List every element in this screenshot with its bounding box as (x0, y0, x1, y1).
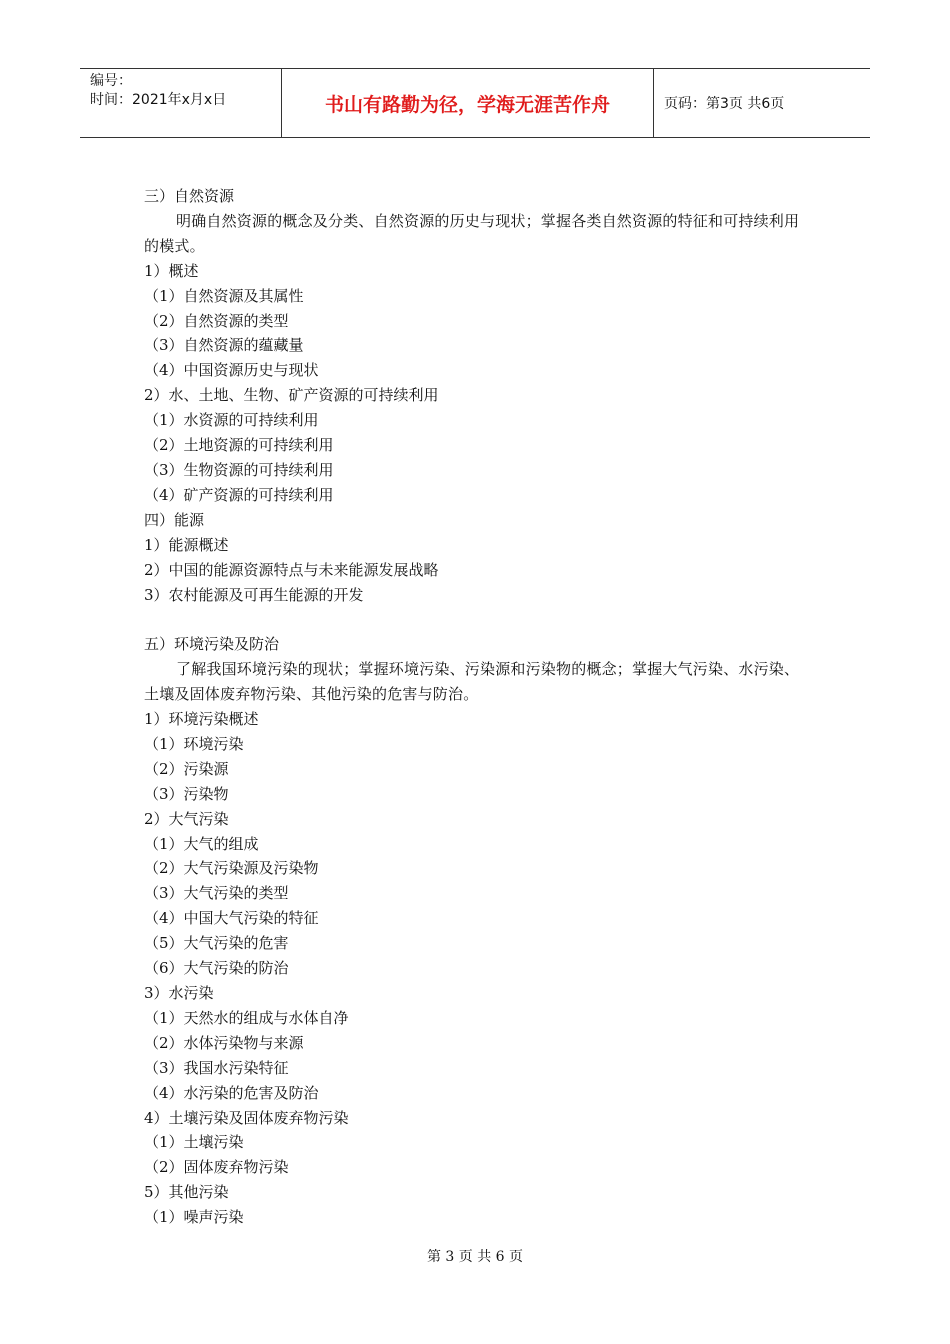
outline-item: 2）大气污染 (144, 809, 229, 828)
outline-item: （4）水污染的危害及防治 (144, 1083, 319, 1102)
outline-item: （3）污染物 (144, 784, 229, 803)
time-label: 时间：2021年x月x日 (90, 92, 227, 108)
blank-line (144, 607, 814, 632)
outline-item: （3）大气污染的类型 (144, 884, 289, 903)
outline-item: 5）其他污染 (144, 1183, 229, 1202)
outline-item: （4）矿产资源的可持续利用 (144, 485, 334, 504)
outline-item: （3）我国水污染特征 (144, 1058, 289, 1077)
outline-item: 4）土壤污染及固体废弃物污染 (144, 1108, 349, 1127)
document-body (144, 184, 814, 1230)
outline-item: （4）中国大气污染的特征 (144, 909, 319, 928)
outline-item: 2）中国的能源资源特点与未来能源发展战略 (144, 560, 439, 579)
outline-item: （3）生物资源的可持续利用 (144, 460, 334, 479)
outline-item: （1）天然水的组成与水体自净 (144, 1008, 349, 1027)
outline-item: （2）大气污染源及污染物 (144, 859, 319, 878)
number-label: 编号： (90, 73, 132, 89)
motto-text: 书山有路勤为径，学海无涯苦作舟 (324, 93, 610, 116)
outline-item: 3）水污染 (144, 983, 214, 1002)
paragraph: 明确自然资源的概念及分类、自然资源的历史与现状；掌握各类自然资源的特征和可持续利用的模式。 (144, 211, 800, 255)
outline-item: 1）能源概述 (144, 535, 229, 554)
outline-item: 2）水、土地、生物、矿产资源的可持续利用 (144, 386, 439, 405)
outline-item: （1）大气的组成 (144, 834, 259, 853)
paragraph: 了解我国环境污染的现状；掌握环境污染、污染源和污染物的概念；掌握大气污染、水污染、土壤及固体废弃物污染、其他污染的危害与防治。 (144, 660, 800, 704)
header-left-cell (80, 69, 282, 137)
page-header (80, 68, 870, 138)
outline-item: （4）中国资源历史与现状 (144, 361, 319, 380)
outline-item: 1）概述 (144, 261, 199, 280)
outline-item: （2）土地资源的可持续利用 (144, 436, 334, 455)
header-motto-cell (282, 69, 654, 137)
outline-item: （1）水资源的可持续利用 (144, 411, 319, 430)
outline-item: （6）大气污染的防治 (144, 959, 289, 978)
page-info: 页码：第3页 共6页 (664, 96, 785, 112)
outline-item: （1）环境污染 (144, 734, 244, 753)
outline-item: （2）水体污染物与来源 (144, 1033, 304, 1052)
outline-item: （5）大气污染的危害 (144, 934, 289, 953)
outline-item: 三）自然资源 (144, 187, 235, 205)
header-page-cell (654, 69, 870, 137)
outline-item: （2）自然资源的类型 (144, 311, 289, 330)
outline-item: （1）自然资源及其属性 (144, 286, 304, 305)
outline-item: （2）污染源 (144, 759, 229, 778)
outline-item: （2）固体废弃物污染 (144, 1158, 289, 1177)
outline-item: （3）自然资源的蕴藏量 (144, 336, 304, 355)
outline-item: 1）环境污染概述 (144, 710, 259, 729)
outline-item: （1）噪声污染 (144, 1208, 244, 1227)
outline-item: （1）土壤污染 (144, 1133, 244, 1152)
outline-item: 四）能源 (144, 510, 205, 529)
outline-item: 五）环境污染及防治 (144, 635, 280, 654)
page-footer: 第 3 页 共 6 页 (426, 1249, 524, 1265)
outline-item: 3）农村能源及可再生能源的开发 (144, 585, 364, 604)
